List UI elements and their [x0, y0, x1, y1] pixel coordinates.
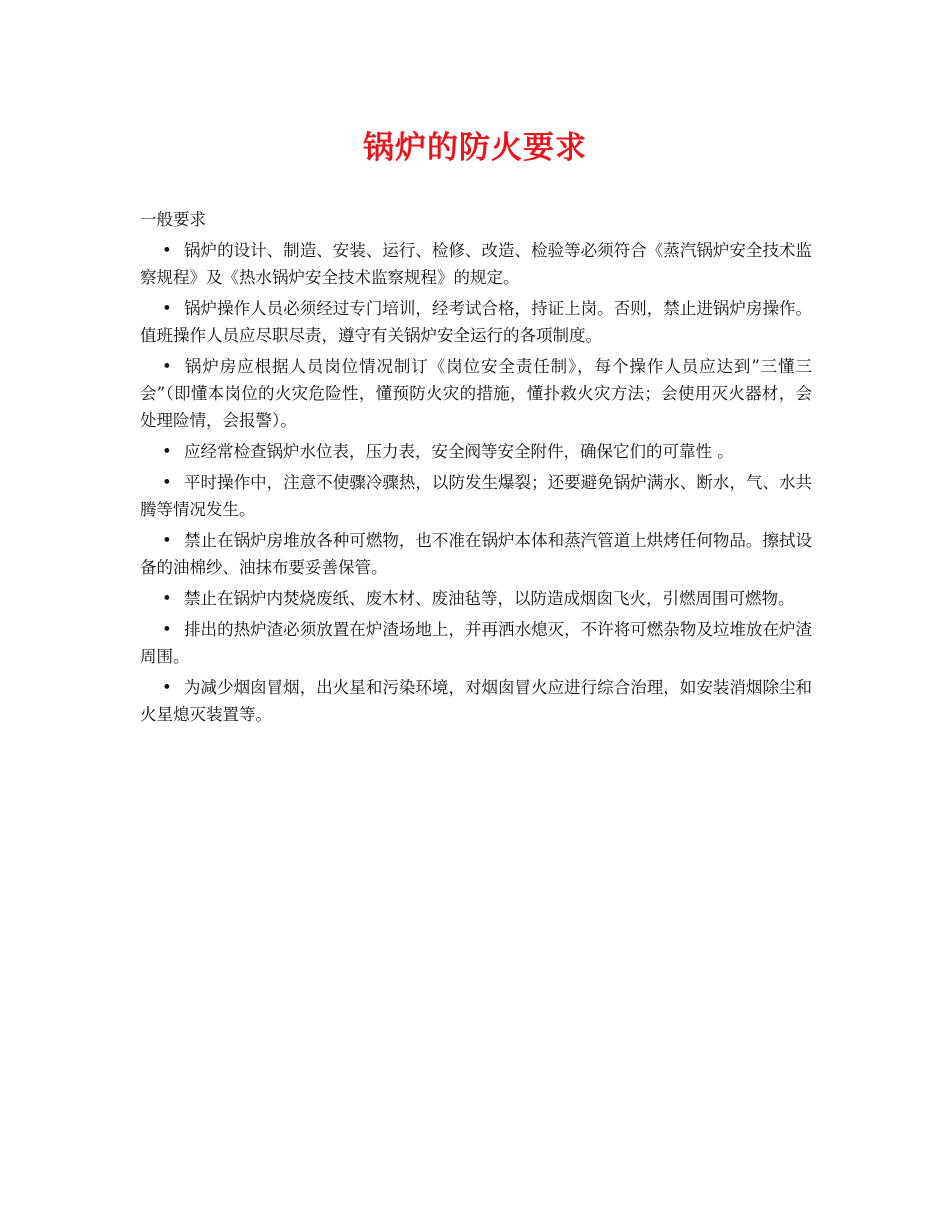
list-item-text: 平时操作中，注意不使骤冷骤热，以防发生爆裂；还要避免锅炉满水、断水，气、水共腾等情况发生。 [140, 473, 812, 519]
list-item [140, 438, 812, 465]
bullet-icon: • [162, 357, 172, 376]
list-item-text: 应经常检查锅炉水位表，压力表，安全阀等安全附件，确保它们的可靠性 。 [184, 442, 734, 461]
bullet-icon: • [162, 620, 172, 639]
bullet-icon: • [162, 589, 172, 608]
list-item [140, 527, 812, 581]
list-item [140, 469, 812, 523]
list-item [140, 674, 812, 728]
list-item-text: 锅炉操作人员必须经过专门培训，经考试合格，持证上岗。否则，禁止进锅炉房操作。值班操作人员应尽职尽责，遵守有关锅炉安全运行的各项制度。 [140, 299, 812, 345]
list-item-text: 排出的热炉渣必须放置在炉渣场地上，并再洒水熄灭，不许将可燃杂物及垃堆放在炉渣周围。 [140, 620, 812, 666]
list-item-text: 锅炉的设计、制造、安装、运行、检修、改造、检验等必须符合《蒸汽锅炉安全技术监察规程》及《热水锅炉安全技术监察规程》的规定。 [140, 241, 812, 287]
list-item-text: 锅炉房应根据人员岗位情况制订《岗位安全责任制》，每个操作人员应达到”三懂三会”（即懂本岗位的火灾危险性，懂预防火灾的措施，懂扑救火灾方法；会使用灭火器材，会处理险情，会报警）。 [140, 357, 812, 430]
list-item [140, 237, 812, 291]
requirement-list [140, 237, 812, 728]
document-body [140, 206, 812, 732]
bullet-icon: • [162, 473, 172, 492]
section-heading: 一般要求 [140, 210, 206, 229]
list-item-text: 禁止在锅炉内焚烧废纸、废木材、废油毡等，以防造成烟囱飞火，引燃周围可燃物。 [184, 589, 795, 608]
list-item [140, 585, 812, 612]
list-item-text: 为减少烟囱冒烟，出火星和污染环境，对烟囱冒火应进行综合治理，如安装消烟除尘和火星熄灭装置等。 [140, 678, 812, 724]
page-title: 锅炉的防火要求 [363, 130, 587, 166]
list-item-text: 禁止在锅炉房堆放各种可燃物，也不准在锅炉本体和蒸汽管道上烘烤任何物品。擦拭设备的油棉纱、油抹布要妥善保管。 [140, 531, 812, 577]
list-item [140, 353, 812, 434]
bullet-icon: • [162, 241, 172, 260]
list-item [140, 295, 812, 349]
bullet-icon: • [162, 299, 172, 318]
bullet-icon: • [162, 678, 172, 697]
list-item [140, 616, 812, 670]
bullet-icon: • [162, 442, 172, 461]
bullet-icon: • [162, 531, 172, 550]
